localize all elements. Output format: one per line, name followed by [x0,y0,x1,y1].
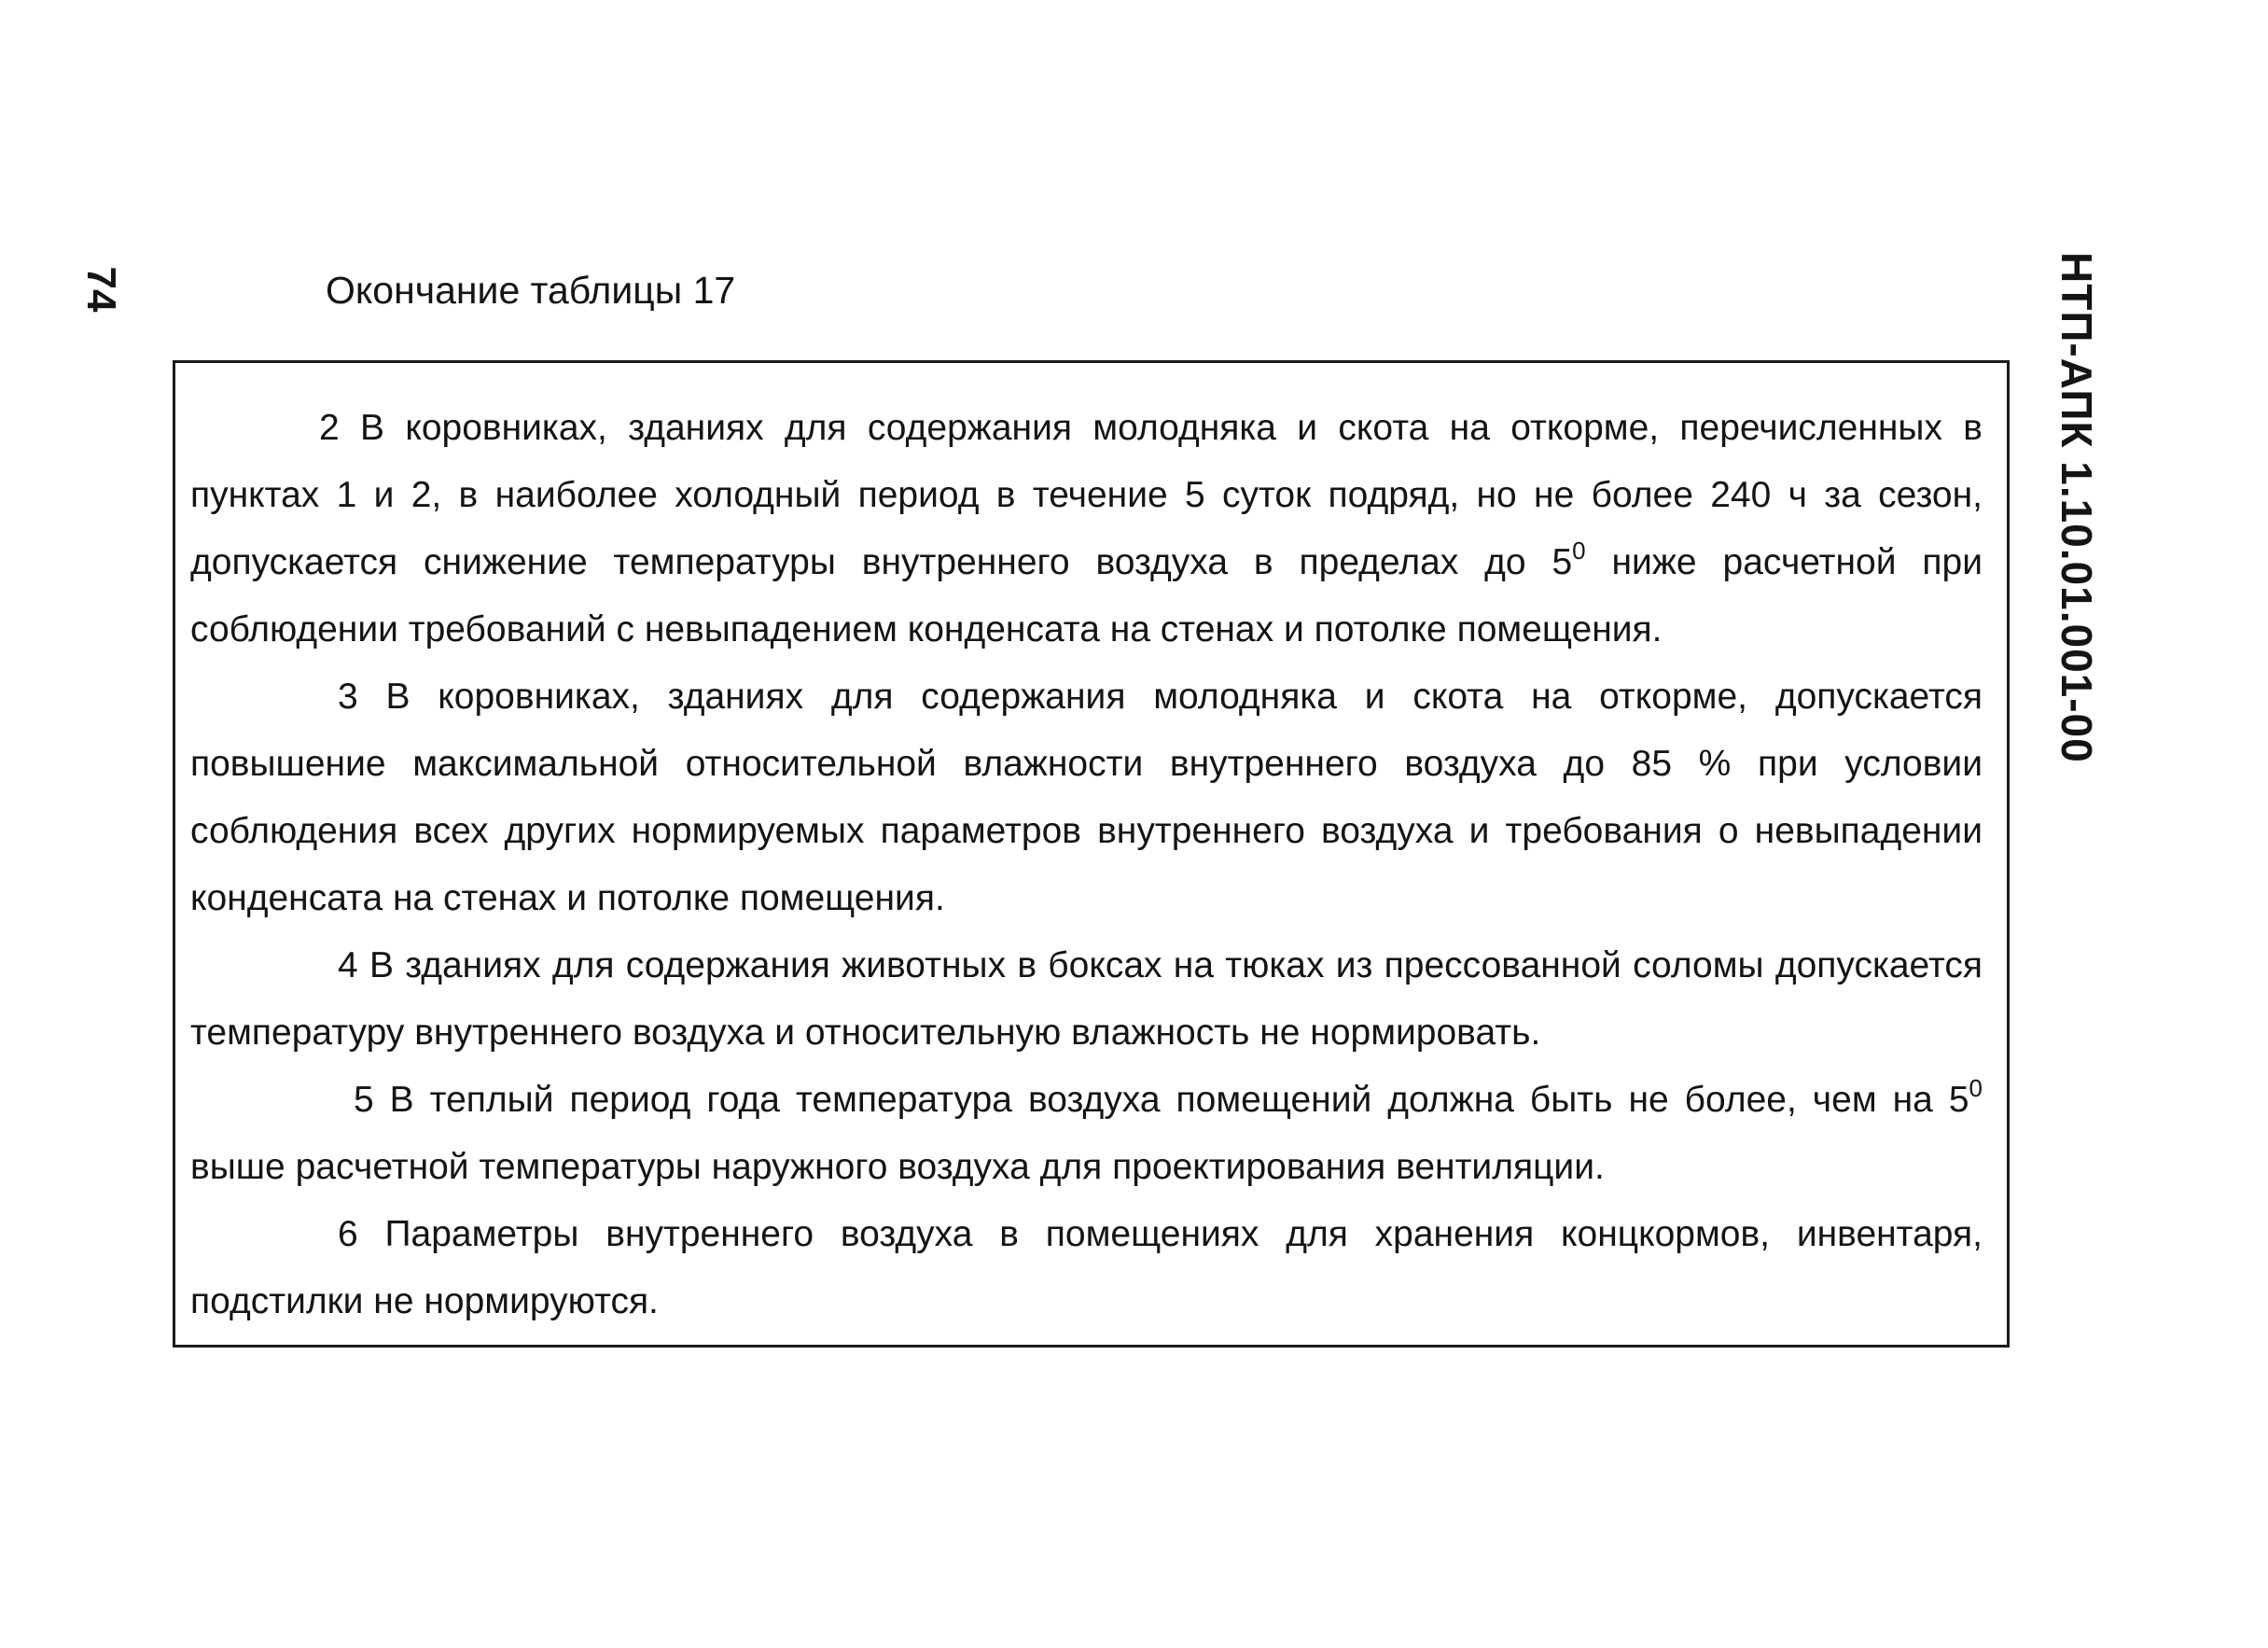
note-5-text-end: выше расчетной температуры наружного воздуха для проектирования вентиляции. [190,1147,1605,1187]
degree-superscript: 0 [1969,1074,1983,1102]
table-caption: Окончание таблицы 17 [326,269,736,312]
degree-superscript: 0 [1572,537,1586,565]
note-2 [190,395,1983,663]
page-number: 74 [78,266,124,313]
note-2-text-end: ниже расчетной при соблюдении требований с невыпадением конденсата на стенах и потолке помещения. [190,542,1983,649]
note-4: 4 В зданиях для содержания животных в боксах на тюках из прессованной соломы допускается температуру внутреннего воздуха и относительную влажность не нормировать. [190,945,1983,1053]
document-code [2039,252,2114,763]
note-2-text: 2 В коровниках, зданиях для содержания молодняка и скота на откорме, перечисленных в пунктах 1 и 2, в наиболее холодный период в течение 5 суток подряд, но не более 240 ч за сезон, допускается снижение температуры внутреннего воздуха в пределах до 5 [190,408,1983,582]
note-6: 6 Параметры внутреннего воздуха в помещениях для хранения концкормов, инвентаря, подстилки не нормируются. [190,1214,1983,1321]
notes-box [173,360,2010,1348]
note-5 [190,1067,1983,1201]
note-3: 3 В коровниках, зданиях для содержания молодняка и скота на откорме, допускается повышение максимальной относительной влажности внутреннего воздуха до 85 % при условии соблюдения всех других нормируемых параметров внутреннего воздуха и требования о невыпадении конденсата на стенах и потолке помещения. [190,677,1983,918]
note-5-text: 5 В теплый период года температура воздуха помещений должна быть не более, чем на 5 [354,1080,1969,1120]
document-code-text: НТП-АПК 1.10.01.001-00 [2052,252,2101,763]
